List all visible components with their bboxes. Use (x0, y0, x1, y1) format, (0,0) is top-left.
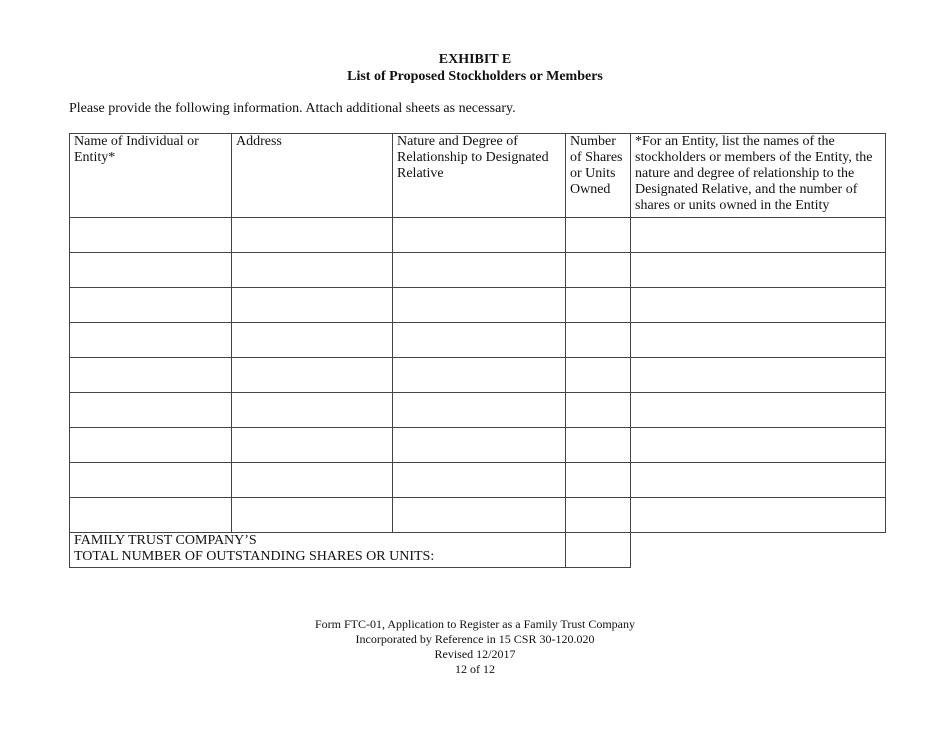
empty-cell (631, 533, 886, 568)
cell-relationship[interactable] (393, 253, 566, 288)
cell-name[interactable] (70, 498, 232, 533)
cell-entity-details[interactable] (631, 253, 886, 288)
cell-name[interactable] (70, 253, 232, 288)
cell-entity-details[interactable] (631, 218, 886, 253)
cell-address[interactable] (232, 358, 393, 393)
footer-revision: Revised 12/2017 (434, 647, 516, 661)
cell-name[interactable] (70, 323, 232, 358)
footer-reference: Incorporated by Reference in 15 CSR 30-120.020 (355, 632, 595, 646)
form-footer (0, 617, 950, 677)
cell-shares[interactable] (566, 498, 631, 533)
page-number: 12 of 12 (455, 662, 495, 676)
cell-name[interactable] (70, 218, 232, 253)
cell-shares[interactable] (566, 358, 631, 393)
cell-name[interactable] (70, 288, 232, 323)
exhibit-subtitle: List of Proposed Stockholders or Members (347, 69, 603, 84)
cell-address[interactable] (232, 218, 393, 253)
total-label-line2: TOTAL NUMBER OF OUTSTANDING SHARES OR UNITS: (74, 549, 435, 564)
cell-address[interactable] (232, 463, 393, 498)
total-label-line1: FAMILY TRUST COMPANY’S (74, 533, 257, 548)
table-row (70, 393, 886, 428)
table-row (70, 428, 886, 463)
cell-relationship[interactable] (393, 323, 566, 358)
cell-relationship[interactable] (393, 498, 566, 533)
cell-entity-details[interactable] (631, 463, 886, 498)
cell-name[interactable] (70, 428, 232, 463)
table-row (70, 498, 886, 533)
cell-shares[interactable] (566, 393, 631, 428)
total-shares-field[interactable] (566, 533, 631, 568)
cell-entity-details[interactable] (631, 323, 886, 358)
cell-relationship[interactable] (393, 393, 566, 428)
cell-entity-details[interactable] (631, 288, 886, 323)
column-header-entity-details: *For an Entity, list the names of the stockholders or members of the Entity, the nature and degree of relationship to the Designated Relative, and the number of shares or units owned in the Entity (631, 134, 886, 218)
exhibit-title: EXHIBIT E (438, 52, 512, 67)
cell-entity-details[interactable] (631, 428, 886, 463)
cell-address[interactable] (232, 393, 393, 428)
cell-relationship[interactable] (393, 428, 566, 463)
cell-relationship[interactable] (393, 288, 566, 323)
cell-name[interactable] (70, 358, 232, 393)
table-header-row (70, 134, 886, 218)
cell-shares[interactable] (566, 428, 631, 463)
column-header-relationship: Nature and Degree of Relationship to Designated Relative (393, 134, 566, 218)
table-row (70, 463, 886, 498)
column-header-address: Address (232, 134, 393, 218)
table-row (70, 253, 886, 288)
cell-entity-details[interactable] (631, 393, 886, 428)
total-row (70, 533, 886, 568)
cell-shares[interactable] (566, 288, 631, 323)
column-header-name: Name of Individual or Entity* (70, 134, 232, 218)
cell-shares[interactable] (566, 218, 631, 253)
footer-form-name: Form FTC-01, Application to Register as a Family Trust Company (314, 617, 635, 631)
cell-address[interactable] (232, 253, 393, 288)
cell-address[interactable] (232, 323, 393, 358)
cell-name[interactable] (70, 463, 232, 498)
column-header-shares: Number of Shares or Units Owned (566, 134, 631, 218)
total-label (70, 533, 566, 568)
cell-relationship[interactable] (393, 218, 566, 253)
cell-entity-details[interactable] (631, 358, 886, 393)
cell-shares[interactable] (566, 253, 631, 288)
table-row (70, 218, 886, 253)
cell-shares[interactable] (566, 463, 631, 498)
cell-address[interactable] (232, 288, 393, 323)
cell-address[interactable] (232, 428, 393, 463)
cell-relationship[interactable] (393, 358, 566, 393)
cell-address[interactable] (232, 498, 393, 533)
table-row (70, 288, 886, 323)
cell-relationship[interactable] (393, 463, 566, 498)
cell-shares[interactable] (566, 323, 631, 358)
cell-name[interactable] (70, 393, 232, 428)
cell-entity-details[interactable] (631, 498, 886, 533)
stockholders-table (69, 133, 886, 568)
instructions-text: Please provide the following information. Attach additional sheets as necessary. (69, 101, 516, 116)
table-row (70, 358, 886, 393)
table-row (70, 323, 886, 358)
